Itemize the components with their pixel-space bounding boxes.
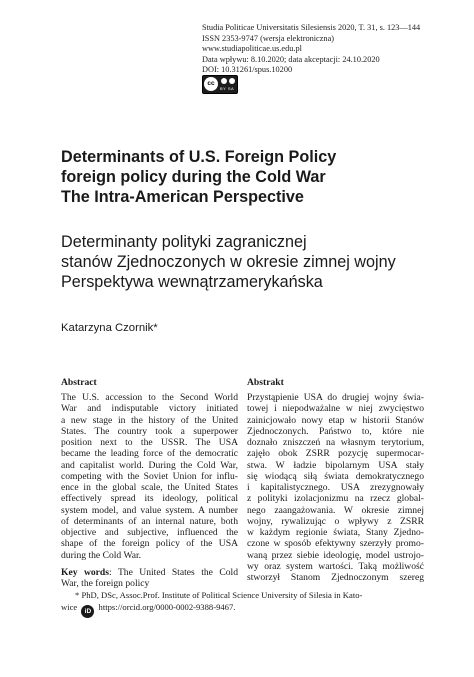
abstract-english: [61, 377, 238, 589]
abstract-line: War and indisputable victory initiated: [61, 403, 238, 415]
abstract-heading: Abstrakt: [247, 377, 284, 388]
share-alike-icon: [229, 78, 235, 84]
license-labels: BY SA: [220, 86, 235, 91]
abstract-line: towej i niepodważalne w niej zwycięstwo: [247, 403, 424, 415]
keywords-line: War, the foreign policy: [61, 578, 150, 589]
abstract-line: States. The country took a superpower: [61, 425, 238, 437]
abstract-line: competing with the Soviet Union for influ-: [61, 470, 238, 482]
abstract-line: ence in the global scale, the United States: [61, 482, 238, 493]
english-title-line: The Intra-American Perspective: [61, 188, 304, 207]
abstract-line: stwa. W ładzie bipolarnym USA stały: [247, 459, 424, 471]
abstract-line: waną przez siebie ideologię, model ustrojo-: [247, 549, 424, 561]
keywords-label: Key words: [61, 566, 110, 578]
abstract-line: and capitalist world. During the Cold War,: [61, 459, 238, 471]
polish-title-line: Perspektywa wewnątrzamerykańska: [61, 273, 323, 292]
abstract-line: doznało zniszczeń na własnym terytorium,: [247, 437, 424, 448]
cc-logo-icon: cc: [204, 77, 218, 91]
abstract-line: w każdym regionie świata, Stany Zjedno-: [247, 527, 424, 538]
abstract-line: zajęło obok ZSRR pozycję supermocar-: [247, 448, 424, 460]
footnote-prefix: wice: [61, 602, 78, 612]
journal-url: www.studiapoliticae.us.edu.pl: [202, 44, 302, 54]
abstract-line: position next to the USSR. The USA: [61, 437, 238, 448]
abstract-line: system model, and value system. A number: [61, 504, 238, 516]
polish-title: [61, 232, 441, 293]
dates-line: Data wpływu: 8.10.2020; data akceptacji: 24.10.2020: [202, 54, 380, 64]
footnote-line: [61, 601, 426, 618]
doi-line: DOI: 10.31261/spus.10200: [202, 65, 293, 75]
abstract-line: nego zaangażowania. W okresie zimnej: [247, 504, 424, 516]
abstract-line: zainicjowało nowy etap w historii Stanów: [247, 414, 424, 426]
english-title: [61, 147, 441, 208]
abstract-line: The U.S. accession to the Second World: [61, 392, 238, 403]
abstract-line: wojny, rywalizując o wpływy z ZSRR: [247, 515, 424, 527]
abstract-line: wy oraz system wartości. Taką możliwość: [247, 560, 424, 572]
abstract-line: z polityki izolacjonizmu na rzecz global-: [247, 493, 424, 505]
orcid-icon: iD: [81, 605, 94, 618]
issn-line: ISSN 2353-9747 (wersja elektroniczna): [202, 33, 335, 43]
abstract-polish: [247, 377, 424, 583]
polish-title-line: stanów Zjednoczonych w okresie zimnej wojny: [61, 253, 396, 272]
abstract-line: objective and subjective, influenced the: [61, 527, 238, 538]
author-footnote: [61, 589, 426, 618]
abstract-line: się wiodącą siłą świata demokratycznego: [247, 470, 424, 482]
abstract-line: of determinants of an internal nature, both: [61, 515, 238, 527]
author-name: Katarzyna Czornik*: [61, 322, 158, 334]
footnote-line: * PhD, DSc, Assoc.Prof. Institute of Political Science University of Silesia in Kato-: [75, 590, 363, 600]
abstract-line: effectively spread its ideology, political: [61, 493, 238, 505]
keywords: [61, 567, 238, 590]
abstract-line: shape of the foreign policy of the USA: [61, 538, 238, 550]
abstract-line: during the Cold War.: [61, 549, 142, 561]
abstract-line: stworzył Stanom Zjednoczonym szereg: [247, 572, 424, 583]
keywords-text: : The United States the Cold: [109, 566, 239, 578]
abstract-line: i kapitalistycznego. USA zrezygnowały: [247, 482, 424, 493]
english-title-line: Determinants of U.S. Foreign Policy: [61, 148, 337, 166]
cc-license-icon: [202, 75, 238, 94]
english-title-line: foreign policy during the Cold War: [61, 168, 326, 187]
abstract-line: became the leading force of the democratic: [61, 448, 238, 460]
orcid-link[interactable]: https://orcid.org/0000-0002-9388-9467.: [98, 602, 236, 612]
journal-metadata: [202, 23, 462, 76]
abstract-line: Zjednoczonych. Państwo to, które nie: [247, 425, 424, 437]
abstract-heading: Abstract: [61, 377, 97, 388]
abstract-line: czone w sposób efektywny szerzyły promo-: [247, 538, 424, 550]
polish-title-line: Determinanty polityki zagranicznej: [61, 233, 307, 251]
attribution-icon: [221, 78, 227, 84]
journal-line: Studia Politicae Universitatis Silesiensis 2020, T. 31, s. 123—144: [202, 23, 421, 32]
abstract-line: a new stage in the history of the United: [61, 414, 238, 426]
keywords-line: [61, 567, 238, 578]
abstract-line: Przystąpienie USA do drugiej wojny świa-: [247, 392, 424, 403]
